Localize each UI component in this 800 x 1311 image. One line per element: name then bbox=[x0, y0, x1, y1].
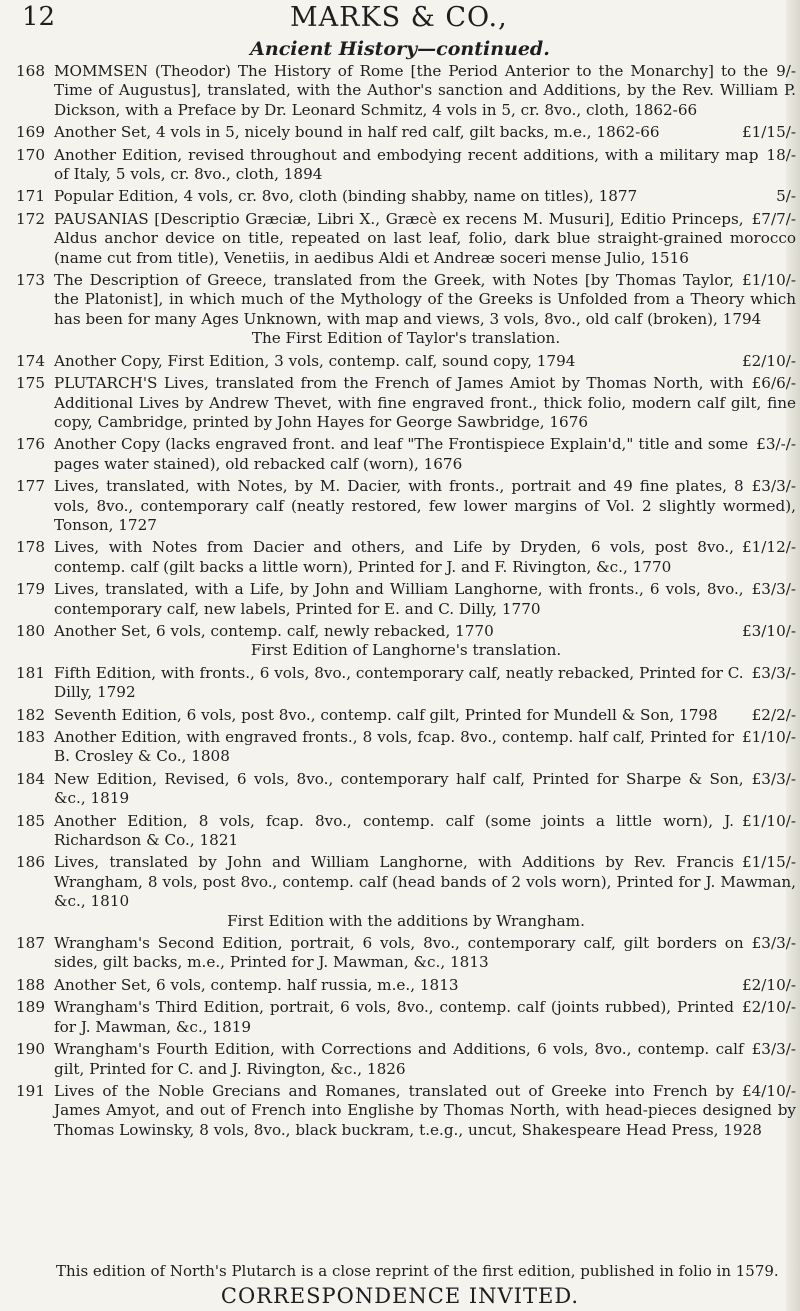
entry-number: 173 bbox=[16, 271, 45, 290]
page-header bbox=[0, 0, 800, 40]
entry-body bbox=[54, 812, 796, 851]
entry-number: 191 bbox=[16, 1081, 45, 1100]
entry-body bbox=[54, 976, 796, 995]
entry-price: £3/3/- bbox=[751, 477, 796, 496]
catalogue-entry bbox=[16, 812, 796, 851]
entry-description: Lives, with Notes from Dacier and others, and Life by Dryden, 6 vols, post 8vo., contemp. calf (gilt backs a little worn), Printed for J. and F. Rivington, &c., 1770 bbox=[54, 538, 734, 576]
entry-body bbox=[54, 580, 796, 619]
entry-description: Another Set, 6 vols, contemp. half russia, m.e., 1813 bbox=[54, 975, 459, 994]
catalogue-entry bbox=[16, 580, 796, 619]
entry-price: £1/12/- bbox=[741, 538, 796, 557]
entry-body bbox=[54, 271, 796, 329]
entry-price: 5/- bbox=[776, 187, 796, 206]
entry-body bbox=[54, 435, 796, 474]
entry-body bbox=[54, 934, 796, 973]
entry-number: 187 bbox=[16, 934, 45, 953]
entry-number: 171 bbox=[16, 187, 45, 206]
entry-description: New Edition, Revised, 6 vols, 8vo., contemporary half calf, Printed for Sharpe & Son, &c., 1819 bbox=[54, 769, 744, 808]
catalogue-entry bbox=[16, 271, 796, 349]
entry-number: 189 bbox=[16, 998, 45, 1017]
entry-price: 18/- bbox=[766, 145, 796, 164]
page-number: 12 bbox=[22, 2, 56, 32]
entry-note: First Edition of Langhorne's translation. bbox=[250, 641, 562, 660]
catalogue-entries bbox=[16, 62, 796, 1143]
entry-number: 186 bbox=[16, 853, 45, 872]
entry-body bbox=[54, 374, 796, 432]
entry-body bbox=[54, 210, 796, 268]
catalogue-entry bbox=[16, 706, 796, 725]
catalogue-entry bbox=[16, 210, 796, 268]
entry-description: Lives, translated, with a Life, by John and William Langhorne, with fronts., 6 vols, 8vo., contemporary calf, new labels, Printed for E. and C. Dilly, 1770 bbox=[54, 580, 744, 618]
entry-body bbox=[54, 728, 796, 767]
entry-price: £1/15/- bbox=[741, 853, 796, 872]
catalogue-entry bbox=[16, 123, 796, 142]
entry-description: The Description of Greece, translated from the Greek, with Notes [by Thomas Taylor, the Platonist], in which much of the Mythology of the Greeks is Unfolded from a Theory which has been for many Ages Unknown, with map and views, 3 vols, 8vo., old calf (broken), 1794 bbox=[54, 271, 796, 328]
entry-number: 178 bbox=[16, 538, 45, 557]
catalogue-entry bbox=[16, 435, 796, 474]
catalogue-entry bbox=[16, 853, 796, 931]
entry-price: £6/6/- bbox=[751, 374, 796, 393]
entry-body bbox=[54, 622, 796, 641]
catalogue-entry bbox=[16, 622, 796, 661]
entry-price: £2/10/- bbox=[741, 998, 796, 1017]
catalogue-entry bbox=[16, 374, 796, 432]
entry-description: MOMMSEN (Theodor) The History of Rome [the Period Anterior to the Monarchy] to the Time of Augustus], translated, with the Author's sanction and Additions, by the Rev. William P. Dickson, with a Preface by Dr. Leonard Schmitz, 4 vols in 5, cr. 8vo., cloth, 1862-66 bbox=[54, 62, 796, 119]
entry-price: £3/3/- bbox=[751, 934, 796, 953]
entry-body bbox=[54, 352, 796, 371]
entry-number: 172 bbox=[16, 209, 45, 228]
section-title: Ancient History—continued. bbox=[250, 38, 550, 60]
entry-description: Seventh Edition, 6 vols, post 8vo., contemp. calf gilt, Printed for Mundell & Son, 1798 bbox=[54, 705, 718, 724]
entry-price: £3/10/- bbox=[741, 621, 796, 640]
entry-number: 179 bbox=[16, 580, 45, 599]
entry-description: Popular Edition, 4 vols, cr. 8vo, cloth (binding shabby, name on titles), 1877 bbox=[54, 187, 638, 206]
entry-price: £3/3/- bbox=[751, 580, 796, 599]
entry-number: 184 bbox=[16, 769, 45, 788]
catalogue-entry bbox=[16, 1040, 796, 1079]
entry-number: 180 bbox=[16, 621, 45, 640]
entry-price: £2/10/- bbox=[741, 351, 796, 370]
catalogue-entry bbox=[16, 934, 796, 973]
entry-number: 185 bbox=[16, 811, 45, 830]
running-title: MARKS & CO., bbox=[290, 2, 508, 33]
catalogue-entry bbox=[16, 976, 796, 995]
entry-note: First Edition with the additions by Wrangham. bbox=[227, 911, 585, 930]
catalogue-entry bbox=[16, 664, 796, 703]
entry-description: Another Copy, First Edition, 3 vols, contemp. calf, sound copy, 1794 bbox=[54, 351, 576, 370]
entry-number: 170 bbox=[16, 145, 45, 164]
entry-description: Another Set, 4 vols in 5, nicely bound in half red calf, gilt backs, m.e., 1862-66 bbox=[54, 123, 660, 142]
entry-number: 177 bbox=[16, 477, 45, 496]
entry-number: 169 bbox=[16, 123, 45, 142]
entry-description: PAUSANIAS [Descriptio Græciæ, Libri X., Græcè ex recens M. Musuri], Editio Princeps, Aldus anchor device on title, repeated on last leaf, folio, dark blue straight-grained morocco (name cut from title), Venetiis, in aedibus Aldi et Andreæ soceri mense Julio, 1516 bbox=[54, 209, 796, 267]
entry-body bbox=[54, 998, 796, 1037]
catalogue-entry bbox=[16, 352, 796, 371]
correspondence-notice: CORRESPONDENCE INVITED. bbox=[220, 1284, 580, 1308]
entry-price: £4/10/- bbox=[741, 1081, 796, 1100]
entry-note: The First Edition of Taylor's translation. bbox=[251, 329, 561, 348]
entry-body bbox=[54, 146, 796, 185]
entry-number: 175 bbox=[16, 374, 45, 393]
entry-description: Another Edition, 8 vols, fcap. 8vo., contemp. calf (some joints a little worn), J. Richardson & Co., 1821 bbox=[54, 811, 734, 850]
entry-body bbox=[54, 1040, 796, 1079]
entry-body bbox=[54, 706, 796, 725]
entry-number: 174 bbox=[16, 351, 45, 370]
entry-description: Wrangham's Fourth Edition, with Corrections and Additions, 6 vols, 8vo., contemp. calf gilt, Printed for C. and J. Rivington, &c., 1826 bbox=[54, 1040, 744, 1078]
entry-number: 168 bbox=[16, 62, 45, 80]
entry-number: 183 bbox=[16, 728, 45, 746]
entry-price: £1/10/- bbox=[741, 811, 796, 830]
entry-price: £3/3/- bbox=[751, 769, 796, 788]
entry-body bbox=[54, 770, 796, 809]
catalogue-entry bbox=[16, 728, 796, 767]
entry-description: Lives, translated, with Notes, by M. Dacier, with fronts., portrait and 49 fine plates, 8 vols, 8vo., contemporary calf (neatly restored, few lower margins of Vol. 2 slightly wormed), Tonson, 1727 bbox=[54, 477, 796, 534]
entry-price: £2/10/- bbox=[741, 975, 796, 994]
entry-body bbox=[54, 187, 796, 206]
entry-description: PLUTARCH'S Lives, translated from the French of James Amiot by Thomas North, with Additional Lives by Andrew Thevet, with fine engraved front., thick folio, modern calf gilt, fine copy, Cambridge, printed by John Hayes for George Sawbridge, 1676 bbox=[54, 374, 796, 431]
entry-description: Lives of the Noble Grecians and Romanes, translated out of Greeke into French by James Amyot, and out of French into Englishe by Thomas North, with head-pieces designed by Thomas Lowinsky, 8 vols, 8vo., black buckram, t.e.g., uncut, Shakespeare Head Press, 1928 bbox=[54, 1081, 796, 1139]
entry-description: Another Edition, revised throughout and embodying recent additions, with a military map of Italy, 5 vols, cr. 8vo., cloth, 1894 bbox=[54, 145, 759, 184]
entry-description: Fifth Edition, with fronts., 6 vols, 8vo., contemporary calf, neatly rebacked, Printed for C. Dilly, 1792 bbox=[54, 663, 744, 702]
entry-body bbox=[54, 123, 796, 142]
catalogue-entry bbox=[16, 998, 796, 1037]
catalogue-entry bbox=[16, 146, 796, 185]
entry-description: Another Set, 6 vols, contemp. calf, newly rebacked, 1770 bbox=[54, 621, 494, 640]
catalogue-entry bbox=[16, 187, 796, 206]
entry-price: £3/3/- bbox=[751, 663, 796, 682]
entry-body bbox=[54, 477, 796, 535]
entry-number: 176 bbox=[16, 435, 45, 454]
entry-description: Another Edition, with engraved fronts., 8 vols, fcap. 8vo., contemp. half calf, Printed for B. Crosley & Co., 1808 bbox=[54, 728, 734, 766]
catalogue-entry bbox=[16, 477, 796, 535]
entry-price: 9/- bbox=[776, 62, 796, 80]
entry-price: £7/7/- bbox=[751, 209, 796, 228]
entry-body bbox=[54, 664, 796, 703]
entry-description: Wrangham's Second Edition, portrait, 6 vols, 8vo., contemporary calf, gilt borders on sides, gilt backs, m.e., Printed for J. Mawman, &c., 1813 bbox=[54, 934, 744, 972]
entry-description: Lives, translated by John and William Langhorne, with Additions by Rev. Francis Wrangham, 8 vols, post 8vo., contemp. calf (head bands of 2 vols worn), Printed for J. Mawman, &c., 1810 bbox=[54, 853, 796, 911]
catalogue-entry bbox=[16, 1082, 796, 1140]
entry-body bbox=[54, 853, 796, 911]
entry-price: £1/10/- bbox=[741, 728, 796, 746]
entry-number: 182 bbox=[16, 705, 45, 724]
catalogue-entry bbox=[16, 770, 796, 809]
catalogue-entry bbox=[16, 62, 796, 120]
entry-price: £2/2/- bbox=[751, 705, 796, 724]
entry-body bbox=[54, 538, 796, 577]
entry-description: Another Copy (lacks engraved front. and leaf "The Frontispiece Explain'd," title and some pages water stained), old rebacked calf (worn), 1676 bbox=[54, 435, 749, 473]
entry-description: Wrangham's Third Edition, portrait, 6 vols, 8vo., contemp. calf (joints rubbed), Printed for J. Mawman, &c., 1819 bbox=[54, 998, 734, 1036]
entry-number: 190 bbox=[16, 1040, 45, 1059]
footer-note: This edition of North's Plutarch is a close reprint of the first edition, published in folio in 1579. bbox=[56, 1262, 779, 1280]
entry-body bbox=[54, 1082, 796, 1140]
entry-number: 181 bbox=[16, 663, 45, 682]
entry-price: £1/15/- bbox=[741, 123, 796, 142]
entry-body bbox=[54, 62, 796, 120]
entry-number: 188 bbox=[16, 975, 45, 994]
entry-price: £3/-/- bbox=[756, 435, 796, 454]
catalogue-entry bbox=[16, 538, 796, 577]
entry-price: £1/10/- bbox=[741, 271, 796, 290]
entry-price: £3/3/- bbox=[751, 1040, 796, 1059]
